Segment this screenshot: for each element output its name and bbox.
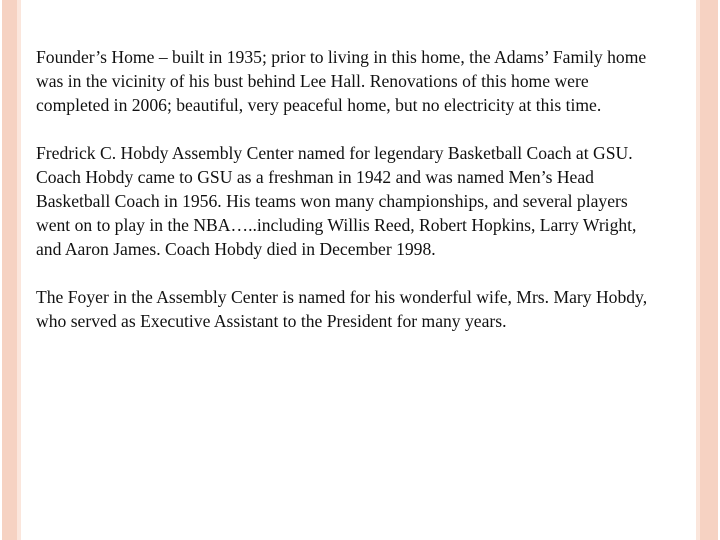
left-decorative-border bbox=[2, 0, 17, 540]
paragraph-founders-home: Founder’s Home – built in 1935; prior to living in this home, the Adams’ Family home was in the vicinity of his bust behind Lee Hall. Renovations of this home were completed in 2006; beautiful, very peaceful home, but no electricity at this time. bbox=[36, 47, 647, 115]
slide-body bbox=[36, 45, 666, 357]
paragraph-foyer: The Foyer in the Assembly Center is named for his wonderful wife, Mrs. Mary Hobdy, who served as Executive Assistant to the President for many years. bbox=[36, 287, 648, 331]
right-decorative-border bbox=[700, 0, 718, 540]
left-decorative-border-inner bbox=[17, 0, 21, 540]
paragraph-hobdy-assembly-center: Fredrick C. Hobdy Assembly Center named for legendary Basketball Coach at GSU. Coach Hobdy came to GSU as a freshman in 1942 and was named Men’s Head Basketball Coach in 1956. His teams won many championships, and several players went on to play in the NBA…..including Willis Reed, Robert Hopkins, Larry Wright, and Aaron James. Coach Hobdy died in December 1998. bbox=[36, 143, 637, 259]
